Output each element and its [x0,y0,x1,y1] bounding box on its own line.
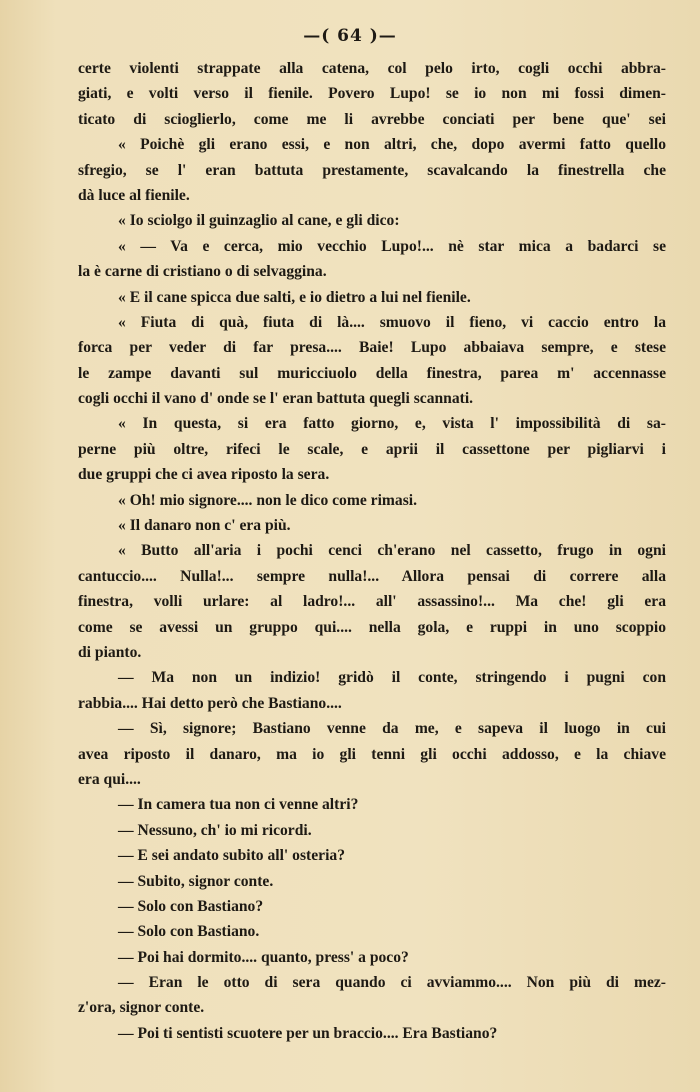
text-line: dà luce al fienile. [78,186,190,204]
text-line: « — Va e cerca, mio vecchio Lupo!... nè star mica a badarci se [118,237,666,255]
text-line: — Solo con Bastiano? [118,897,264,915]
text-line: perne più oltre, rifeci le scale, e aprii il cassettone per pigliarvi i [78,440,666,458]
text-line: — Poi hai dormito.... quanto, press' a poco? [118,948,409,966]
text-line: giati, e volti verso il fienile. Povero Lupo! se io non mi fossi dimen- [78,85,666,103]
text-line: « Poichè gli erano essi, e non altri, che, dopo avermi fatto quello [118,136,666,154]
text-line: le zampe davanti sul muricciuolo della finestra, parea m' accennasse [78,364,666,382]
text-line: — Eran le otto di sera quando ci avviammo.... Non più di mez- [118,974,666,992]
text-line: due gruppi che ci avea riposto la sera. [78,466,330,484]
text-line: — Solo con Bastiano. [118,923,260,941]
text-line: di pianto. [78,643,142,661]
text-line: « E il cane spicca due salti, e io dietro a lui nel fienile. [118,288,471,306]
text-line: avea riposto il danaro, ma io gli tenni gli occhi addosso, e la chiave [78,745,666,763]
text-line: ticato di scioglierlo, come me li avrebbe conciati per bene que' sei [78,110,666,128]
text-line: certe violenti strappate alla catena, col pelo irto, cogli occhi abbra- [78,60,666,77]
text-line: — Poi ti sentisti scuotere per un braccio.... Era Bastiano? [118,1024,498,1042]
text-line: — Sì, signore; Bastiano venne da me, e sapeva il luogo in cui [118,720,666,738]
text-line: z'ora, signor conte. [78,999,205,1017]
text-line: era qui.... [78,770,141,788]
text-line: — Nessuno, ch' io mi ricordi. [118,821,312,839]
text-line: — Subito, signor conte. [118,872,274,890]
text-body [78,56,666,1046]
text-line: « Io sciolgo il guinzaglio al cane, e gli dico: [118,212,400,230]
text-line: — E sei andato subito all' osteria? [118,847,345,865]
text-line: come se avessi un gruppo qui.... nella gola, e ruppi in uno scoppio [78,618,666,636]
text-line: cogli occhi il vano d' onde se l' eran battuta quegli scannati. [78,390,474,408]
text-line: rabbia.... Hai detto però che Bastiano.... [78,694,342,712]
text-line: « Oh! mio signore.... non le dico come rimasi. [118,491,418,509]
text-line: — Ma non un indizio! gridò il conte, stringendo i pugni con [118,669,666,687]
page-number: —( 64 )— [303,26,397,46]
text-line: cantuccio.... Nulla!... sempre nulla!... Allora pensai di correre alla [78,567,666,585]
text-line: — In camera tua non ci venne altri? [118,796,359,814]
text-line: finestra, volli urlare: al ladro!... all' assassino!... Ma che! gli era [78,593,666,611]
text-line: sfregio, se l' eran battuta prestamente, scavalcando la finestrella che [78,161,666,179]
text-line: « In questa, si era fatto giorno, e, vista l' impossibilità di sa- [118,415,666,433]
text-line: la è carne di cristiano o di selvaggina. [78,263,327,281]
text-line: « Fiuta di quà, fiuta di là.... smuovo il fieno, vi caccio entro la [118,313,666,331]
text-line: « Il danaro non c' era più. [118,517,291,535]
text-line: « Butto all'aria i pochi cenci ch'erano nel cassetto, frugo in ogni [118,542,666,560]
text-line: forca per veder di far presa.... Baie! Lupo abbaiava sempre, e stese [78,339,666,357]
